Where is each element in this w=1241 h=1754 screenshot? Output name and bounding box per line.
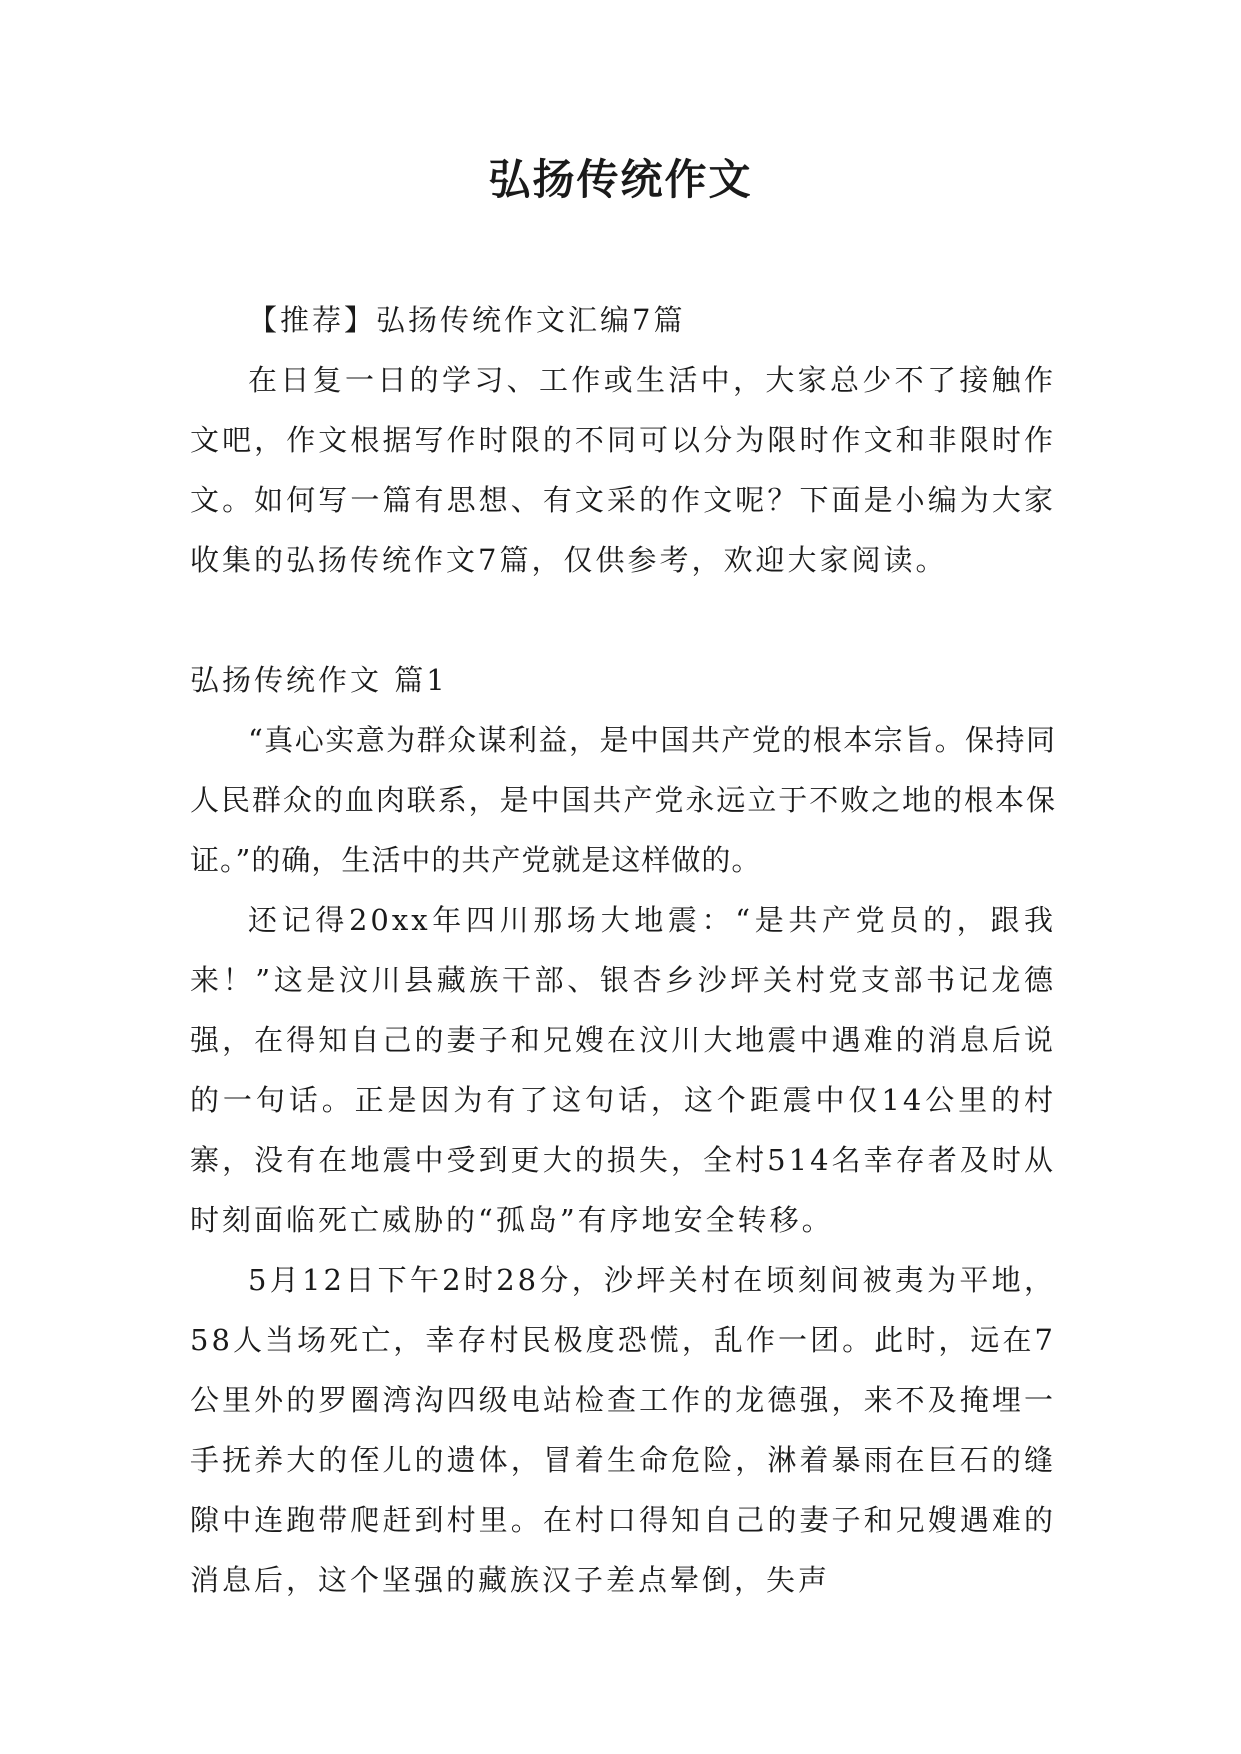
section-heading: 弘扬传统作文 篇1 bbox=[190, 663, 448, 697]
document-title: 弘扬传统作文 bbox=[488, 155, 753, 204]
document-body bbox=[190, 290, 1056, 1610]
body-paragraph-1: “真心实意为群众谋利益，是中国共产党的根本宗旨。保持同人民群众的血肉联系，是中国共产党永远立于不败之地的根本保证。”的确，生活中的共产党就是这样做的。 bbox=[190, 723, 1056, 877]
body-paragraph-3: 5月12日下午2时28分，沙坪关村在顷刻间被夷为平地，58人当场死亡，幸存村民极度恐慌，乱作一团。此时，远在7公里外的罗圈湾沟四级电站检查工作的龙德强，来不及掩埋一手抚养大的侄儿的遗体，冒着生命危险，淋着暴雨在巨石的缝隙中连跑带爬赶到村里。在村口得知自己的妻子和兄嫂遇难的消息后，这个坚强的藏族汉子差点晕倒，失声 bbox=[190, 1263, 1056, 1597]
intro-paragraph: 在日复一日的学习、工作或生活中，大家总少不了接触作文吧，作文根据写作时限的不同可以分为限时作文和非限时作文。如何写一篇有思想、有文采的作文呢？下面是小编为大家收集的弘扬传统作文7篇，仅供参考，欢迎大家阅读。 bbox=[190, 363, 1056, 577]
intro-line: 【推荐】弘扬传统作文汇编7篇 bbox=[248, 303, 686, 337]
body-paragraph-2: 还记得20xx年四川那场大地震：“是共产党员的，跟我来！”这是汶川县藏族干部、银杏乡沙坪关村党支部书记龙德强，在得知自己的妻子和兄嫂在汶川大地震中遇难的消息后说的一句话。正是因为有了这句话，这个距震中仅14公里的村寨，没有在地震中受到更大的损失，全村514名幸存者及时从时刻面临死亡威胁的“孤岛”有序地安全转移。 bbox=[190, 903, 1056, 1237]
